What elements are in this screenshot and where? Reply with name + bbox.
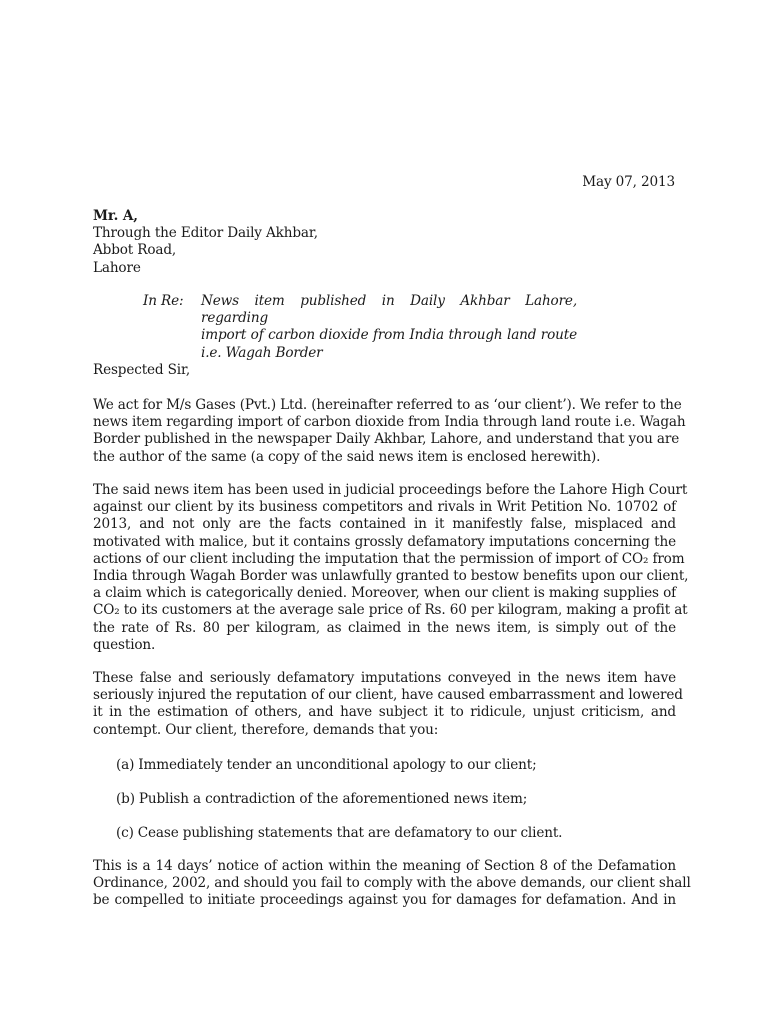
paragraph-line: a claim which is categorically denied. Moreover, when our client is making supplies of bbox=[93, 585, 676, 602]
paragraph-line: The said news item has been used in judicial proceedings before the Lahore High Court bbox=[93, 482, 688, 498]
paragraph-line: motivated with malice, but it contains grossly defamatory imputations concerning the bbox=[93, 533, 676, 550]
paragraph-line: against our client by its business competitors and rivals in Writ Petition No. 10702 of bbox=[93, 499, 676, 516]
paragraph-4 bbox=[93, 858, 691, 910]
paragraph-line: Border published in the newspaper Daily Akhbar, Lahore, and understand that you are bbox=[93, 431, 680, 448]
paragraph-line: CO₂ to its customers at the average sale price of Rs. 60 per kilogram, making a profit at bbox=[93, 602, 688, 619]
paragraph-line: contempt. Our client, therefore, demands that you: bbox=[93, 721, 439, 738]
subject-line: News item published in Daily Akhbar Lahore, regarding bbox=[201, 293, 577, 327]
demand-text: Cease publishing statements that are defamatory to our client. bbox=[137, 825, 563, 841]
demand-item-b bbox=[116, 791, 527, 808]
paragraph-line: India through Wagah Border was unlawfully granted to bestow benefits upon our client, bbox=[93, 568, 689, 585]
paragraph-line: Ordinance, 2002, and should you fail to comply with the above demands, our client shall bbox=[93, 875, 691, 892]
demand-item-a bbox=[116, 757, 537, 774]
demand-marker: (c) bbox=[116, 825, 134, 841]
letter-date: May 07, 2013 bbox=[582, 174, 675, 190]
paragraph-line: actions of our client including the imputation that the permission of import of CO₂ from bbox=[93, 550, 685, 567]
paragraph-line: seriously injured the reputation of our client, have caused embarrassment and lowered bbox=[93, 687, 683, 704]
paragraph-line: news item regarding import of carbon dioxide from India through land route i.e. Wagah bbox=[93, 414, 686, 431]
paragraph-line: it in the estimation of others, and have subject it to ridicule, unjust criticism, and bbox=[93, 704, 676, 721]
paragraph-line: question. bbox=[93, 636, 156, 653]
subject-line: i.e. Wagah Border bbox=[201, 344, 323, 361]
paragraph-line: 2013, and not only are the facts contained in it manifestly false, misplaced and bbox=[93, 516, 676, 533]
recipient-line-2: Abbot Road, bbox=[93, 242, 177, 259]
subject-text bbox=[201, 293, 577, 362]
recipient-name: Mr. A, bbox=[93, 208, 138, 224]
demand-marker: (a) bbox=[116, 757, 135, 773]
paragraph-line: These false and seriously defamatory imputations conveyed in the news item have bbox=[93, 670, 676, 686]
demand-marker: (b) bbox=[116, 791, 135, 807]
demand-text: Publish a contradiction of the aforementioned news item; bbox=[138, 791, 528, 807]
paragraph-1 bbox=[93, 397, 686, 466]
paragraph-3 bbox=[93, 670, 683, 739]
paragraph-line: be compelled to initiate proceedings against you for damages for defamation. And in bbox=[93, 892, 676, 909]
recipient-address bbox=[93, 208, 318, 277]
subject-line: import of carbon dioxide from India through land route bbox=[201, 327, 577, 344]
paragraph-line: the author of the same (a copy of the said news item is enclosed herewith). bbox=[93, 448, 601, 465]
subject-label: In Re: bbox=[143, 293, 184, 309]
paragraph-2 bbox=[93, 482, 689, 654]
paragraph-line: This is a 14 days’ notice of action within the meaning of Section 8 of the Defamation bbox=[93, 858, 676, 874]
paragraph-line: We act for M/s Gases (Pvt.) Ltd. (hereinafter referred to as ‘our client’). We refer to the bbox=[93, 397, 682, 413]
demand-item-c bbox=[116, 825, 562, 842]
recipient-line-1: Through the Editor Daily Akhbar, bbox=[93, 225, 318, 242]
paragraph-line: the rate of Rs. 80 per kilogram, as claimed in the news item, is simply out of the bbox=[93, 619, 676, 636]
salutation: Respected Sir, bbox=[93, 362, 191, 378]
recipient-line-3: Lahore bbox=[93, 259, 141, 276]
demand-text: Immediately tender an unconditional apology to our client; bbox=[138, 757, 537, 773]
